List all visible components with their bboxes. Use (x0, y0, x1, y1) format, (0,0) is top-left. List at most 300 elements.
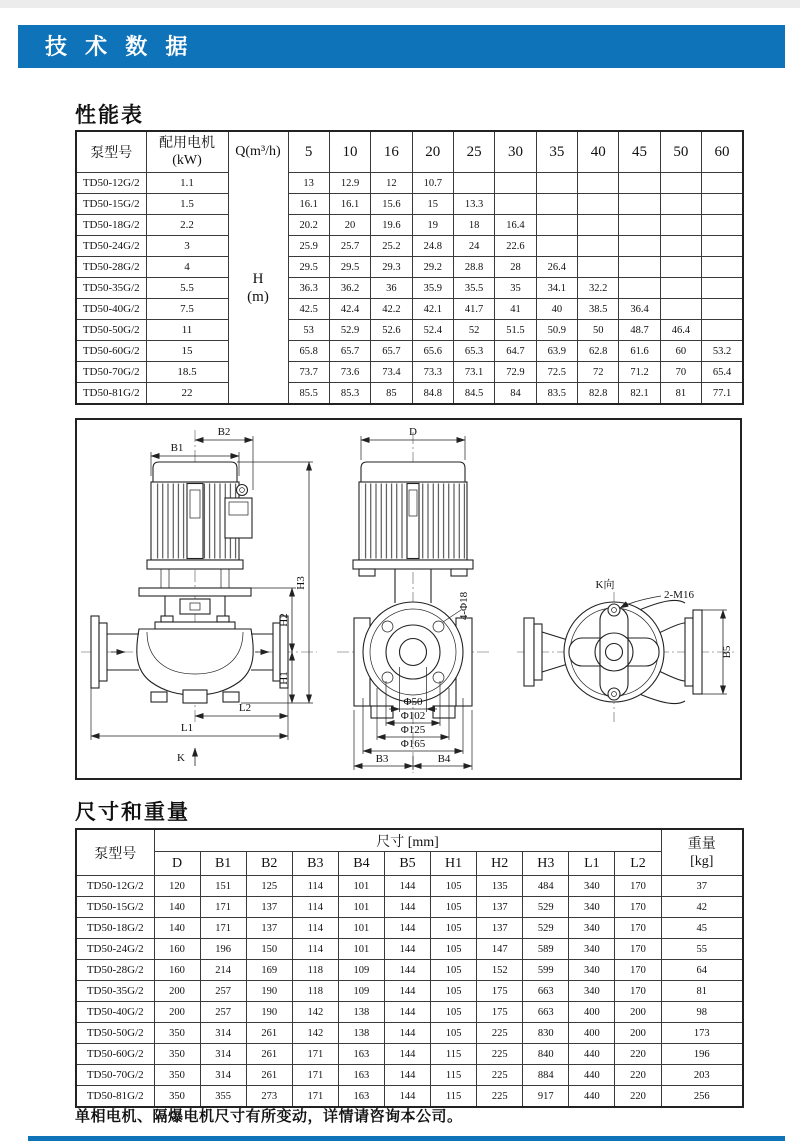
cell-head-value: 50 (578, 320, 619, 341)
dims-table-body (76, 876, 743, 1108)
cell-model: TD50-28G/2 (76, 960, 154, 981)
dim-header-cell: L2 (615, 852, 661, 876)
cell-head-value (660, 278, 701, 299)
cell-dim-value: 190 (246, 981, 292, 1002)
cell-dim-value: 115 (431, 1086, 477, 1108)
cell-dim-value: 225 (477, 1086, 523, 1108)
dim-label-phi50: Φ50 (403, 696, 423, 708)
cell-head-value: 35.5 (453, 278, 494, 299)
cell-head-value: 85.3 (329, 383, 370, 405)
cell-dim-value: 144 (384, 939, 430, 960)
table-row (76, 897, 743, 918)
cell-dim-value: 261 (246, 1065, 292, 1086)
table-row (76, 236, 743, 257)
cell-head-value: 41 (495, 299, 536, 320)
dim-label-l2: L2 (238, 702, 252, 714)
cell-dim-value: 144 (384, 1065, 430, 1086)
cell-head-value (578, 215, 619, 236)
cell-dim-value: 163 (338, 1065, 384, 1086)
cell-head-value: 83.5 (536, 383, 577, 405)
cell-head-value (619, 257, 660, 278)
cell-dim-value: 118 (292, 981, 338, 1002)
cell-dim-value: 125 (246, 876, 292, 897)
cell-power: 1.5 (146, 194, 228, 215)
cell-dim-value: 170 (615, 876, 661, 897)
cell-model: TD50-70G/2 (76, 362, 146, 383)
dim-header-cell: H1 (431, 852, 477, 876)
cell-dim-value: 163 (338, 1044, 384, 1065)
table-row (76, 173, 743, 194)
model-column-header: 泵型号 (76, 131, 146, 173)
cell-head-value: 41.7 (453, 299, 494, 320)
cell-model: TD50-24G/2 (76, 939, 154, 960)
cell-dim-value: 200 (154, 1002, 200, 1023)
cell-power: 5.5 (146, 278, 228, 299)
cell-dim-value: 144 (384, 918, 430, 939)
cell-weight: 64 (661, 960, 743, 981)
cell-head-value: 65.4 (702, 362, 743, 383)
cell-head-value: 36 (371, 278, 412, 299)
cell-dim-value: 144 (384, 960, 430, 981)
cell-dim-value: 350 (154, 1023, 200, 1044)
cell-head-value: 29.3 (371, 257, 412, 278)
cell-head-value: 35.9 (412, 278, 453, 299)
cell-head-value: 36.4 (619, 299, 660, 320)
cell-model: TD50-70G/2 (76, 1065, 154, 1086)
cell-dim-value: 529 (523, 918, 569, 939)
cell-dim-value: 114 (292, 939, 338, 960)
cell-dim-value: 160 (154, 939, 200, 960)
cell-dim-value: 147 (477, 939, 523, 960)
cell-model: TD50-40G/2 (76, 1002, 154, 1023)
cell-dim-value: 314 (200, 1065, 246, 1086)
flow-header-cell: 5 (288, 131, 329, 173)
cell-dim-value: 214 (200, 960, 246, 981)
cell-dim-value: 257 (200, 1002, 246, 1023)
table-row (76, 1002, 743, 1023)
cell-head-value: 65.6 (412, 341, 453, 362)
cell-dim-value: 314 (200, 1044, 246, 1065)
cell-dim-value: 171 (292, 1065, 338, 1086)
flow-rate-header: Q(m³/h) (228, 131, 288, 173)
dim-label-b4: B4 (437, 753, 451, 765)
cell-dim-value: 400 (569, 1002, 615, 1023)
cell-head-value: 73.7 (288, 362, 329, 383)
cell-model: TD50-12G/2 (76, 173, 146, 194)
cell-dim-value: 144 (384, 1002, 430, 1023)
cell-dim-value: 340 (569, 981, 615, 1002)
table-row (76, 194, 743, 215)
cell-head-value: 73.4 (371, 362, 412, 383)
cell-power: 3 (146, 236, 228, 257)
banner-title: 技 术 数 据 (45, 34, 194, 59)
dim-header-cell: L1 (569, 852, 615, 876)
cell-weight: 37 (661, 876, 743, 897)
cell-dim-value: 144 (384, 897, 430, 918)
weight-header-line2: [kg] (690, 853, 714, 869)
cell-head-value: 24 (453, 236, 494, 257)
cell-head-value (702, 299, 743, 320)
table-row (76, 918, 743, 939)
cell-power: 7.5 (146, 299, 228, 320)
cell-dim-value: 135 (477, 876, 523, 897)
cell-dim-value: 529 (523, 897, 569, 918)
weight-column-header (661, 829, 743, 876)
cell-head-value: 65.7 (329, 341, 370, 362)
cell-dim-value: 152 (477, 960, 523, 981)
dim-header-cell: B2 (246, 852, 292, 876)
cell-head-value: 42.4 (329, 299, 370, 320)
table-row (76, 341, 743, 362)
cell-dim-value: 340 (569, 876, 615, 897)
cell-head-value: 10.7 (412, 173, 453, 194)
cell-head-value: 26.4 (536, 257, 577, 278)
cell-head-value: 19.6 (371, 215, 412, 236)
cell-head-value: 52 (453, 320, 494, 341)
dim-header-cell: H3 (523, 852, 569, 876)
cell-head-value: 38.5 (578, 299, 619, 320)
cell-dim-value: 114 (292, 897, 338, 918)
cell-dim-value: 140 (154, 918, 200, 939)
cell-power: 4 (146, 257, 228, 278)
cell-head-value: 24.8 (412, 236, 453, 257)
cell-weight: 256 (661, 1086, 743, 1108)
power-header-line2: (kW) (172, 153, 202, 168)
cell-dim-value: 138 (338, 1023, 384, 1044)
cell-dim-value: 105 (431, 897, 477, 918)
footer-note: 单相电机、隔爆电机尺寸有所变动，详情请咨询本公司。 (75, 1108, 463, 1125)
cell-dim-value: 884 (523, 1065, 569, 1086)
dim-label-h1: H1 (278, 671, 290, 685)
cell-head-value: 29.2 (412, 257, 453, 278)
cell-dim-value: 105 (431, 1023, 477, 1044)
top-view-discharge-flange (693, 610, 702, 694)
cell-dim-value: 101 (338, 876, 384, 897)
cell-dim-value: 105 (431, 918, 477, 939)
flow-header-cell: 35 (536, 131, 577, 173)
cell-dim-value: 830 (523, 1023, 569, 1044)
dim-label-k: K (177, 752, 185, 764)
cell-model: TD50-81G/2 (76, 383, 146, 405)
flow-header-cell: 10 (329, 131, 370, 173)
cell-model: TD50-50G/2 (76, 1023, 154, 1044)
cell-head-value: 32.2 (578, 278, 619, 299)
cell-head-value: 42.2 (371, 299, 412, 320)
cell-head-value (702, 236, 743, 257)
table-row (76, 1065, 743, 1086)
dim-label-2m16: 2-M16 (664, 589, 694, 601)
cell-model: TD50-40G/2 (76, 299, 146, 320)
cell-head-value: 12 (371, 173, 412, 194)
cell-dim-value: 120 (154, 876, 200, 897)
cell-head-value: 85.5 (288, 383, 329, 405)
cell-head-value: 34.1 (536, 278, 577, 299)
pump-front-view (81, 426, 317, 766)
cell-dim-value: 350 (154, 1065, 200, 1086)
cell-head-value (536, 236, 577, 257)
flow-header-cell: 45 (619, 131, 660, 173)
cell-dim-value: 115 (431, 1065, 477, 1086)
cell-weight: 55 (661, 939, 743, 960)
cell-head-value: 40 (536, 299, 577, 320)
cell-head-value: 15.6 (371, 194, 412, 215)
cell-dim-value: 175 (477, 1002, 523, 1023)
cell-head-value (536, 194, 577, 215)
cell-dim-value: 314 (200, 1023, 246, 1044)
cell-head-value: 73.3 (412, 362, 453, 383)
cell-head-value (660, 299, 701, 320)
cell-head-value: 65.7 (371, 341, 412, 362)
cell-dim-value: 340 (569, 939, 615, 960)
dim-label-4-phi18: 4-Φ18 (458, 591, 470, 621)
dim-header-cell: B5 (384, 852, 430, 876)
dim-label-b1: B1 (170, 442, 184, 454)
cell-head-value (660, 215, 701, 236)
cell-head-value: 73.1 (453, 362, 494, 383)
flow-header-cell: 16 (371, 131, 412, 173)
cell-head-value: 77.1 (702, 383, 743, 405)
pump-top-view (517, 577, 737, 722)
cell-head-value: 36.3 (288, 278, 329, 299)
cell-head-value: 25.9 (288, 236, 329, 257)
cell-model: TD50-28G/2 (76, 257, 146, 278)
cell-dim-value: 340 (569, 918, 615, 939)
support-plate (139, 588, 251, 596)
dims-subheader-row-el (76, 852, 743, 876)
cell-head-value (536, 215, 577, 236)
table-row (76, 960, 743, 981)
cell-head-value: 84.5 (453, 383, 494, 405)
cell-head-value (619, 236, 660, 257)
cell-dim-value: 175 (477, 981, 523, 1002)
cell-dim-value: 151 (200, 876, 246, 897)
flow-header-cell: 60 (702, 131, 743, 173)
cell-dim-value: 171 (200, 918, 246, 939)
cell-head-value: 52.4 (412, 320, 453, 341)
cell-dim-value: 170 (615, 939, 661, 960)
cell-dim-value: 169 (246, 960, 292, 981)
table-row (76, 215, 743, 236)
cell-dim-value: 105 (431, 876, 477, 897)
cell-dim-value: 160 (154, 960, 200, 981)
cell-model: TD50-15G/2 (76, 194, 146, 215)
cell-dim-value: 144 (384, 1086, 430, 1108)
cell-weight: 45 (661, 918, 743, 939)
cell-head-value: 20 (329, 215, 370, 236)
cell-weight: 196 (661, 1044, 743, 1065)
cell-dim-value: 144 (384, 1023, 430, 1044)
cell-head-value: 12.9 (329, 173, 370, 194)
motor-cap (153, 462, 237, 482)
cell-head-value: 16.1 (288, 194, 329, 215)
power-header-line1: 配用电机 (159, 136, 215, 151)
cell-dim-value: 144 (384, 876, 430, 897)
cell-head-value: 28.8 (453, 257, 494, 278)
k-view-label: K向 (595, 579, 615, 591)
head-symbol: H (252, 270, 264, 287)
cell-head-value: 53.2 (702, 341, 743, 362)
cell-dim-value: 170 (615, 918, 661, 939)
cell-head-value (619, 215, 660, 236)
table-row (76, 939, 743, 960)
cell-dim-value: 200 (615, 1023, 661, 1044)
cell-head-value: 20.2 (288, 215, 329, 236)
cell-dim-value: 261 (246, 1023, 292, 1044)
cell-head-value (619, 194, 660, 215)
table-row (76, 362, 743, 383)
cell-head-value: 60 (660, 341, 701, 362)
cell-head-value (660, 236, 701, 257)
cell-dim-value: 273 (246, 1086, 292, 1108)
cell-head-value: 63.9 (536, 341, 577, 362)
cell-dim-value: 599 (523, 960, 569, 981)
cell-dim-value: 171 (292, 1086, 338, 1108)
dim-label-b2: B2 (217, 426, 231, 438)
cell-dim-value: 137 (246, 897, 292, 918)
cell-dim-value: 917 (523, 1086, 569, 1108)
cell-dim-value: 118 (292, 960, 338, 981)
cell-model: TD50-18G/2 (76, 215, 146, 236)
cell-head-value: 46.4 (660, 320, 701, 341)
cell-dim-value: 105 (431, 1002, 477, 1023)
size-group-header: 尺寸 [mm] (154, 829, 661, 852)
cell-dim-value: 261 (246, 1044, 292, 1065)
cell-head-value: 28 (495, 257, 536, 278)
cell-head-value (536, 173, 577, 194)
cell-dim-value: 340 (569, 960, 615, 981)
table-row (76, 981, 743, 1002)
cell-dim-value: 150 (246, 939, 292, 960)
cell-head-value (453, 173, 494, 194)
cell-head-value (619, 278, 660, 299)
cell-dim-value: 140 (154, 897, 200, 918)
cell-dim-value: 115 (431, 1044, 477, 1065)
cell-dim-value: 142 (292, 1023, 338, 1044)
cell-dim-value: 137 (477, 897, 523, 918)
cell-dim-value: 137 (477, 918, 523, 939)
cell-head-value: 84.8 (412, 383, 453, 405)
cell-dim-value: 170 (615, 960, 661, 981)
cell-dim-value: 440 (569, 1065, 615, 1086)
cell-dim-value: 840 (523, 1044, 569, 1065)
cell-head-value: 51.5 (495, 320, 536, 341)
cell-dim-value: 225 (477, 1023, 523, 1044)
cell-dim-value: 171 (292, 1044, 338, 1065)
cell-head-value (578, 194, 619, 215)
cell-model: TD50-15G/2 (76, 897, 154, 918)
bottom-accent-bar (28, 1136, 785, 1141)
cell-head-value: 52.9 (329, 320, 370, 341)
table-row (76, 383, 743, 405)
dim-label-b5: B5 (721, 645, 733, 659)
head-unit: (m) (247, 288, 269, 305)
cell-dim-value: 220 (615, 1044, 661, 1065)
cell-dim-value: 484 (523, 876, 569, 897)
performance-table-title: 性能表 (75, 104, 144, 127)
cell-dim-value: 105 (431, 981, 477, 1002)
cell-model: TD50-50G/2 (76, 320, 146, 341)
cell-head-value: 65.8 (288, 341, 329, 362)
cell-head-value (495, 194, 536, 215)
cell-head-value: 73.6 (329, 362, 370, 383)
cell-dim-value: 200 (154, 981, 200, 1002)
perf-table-body (76, 173, 743, 405)
cell-dim-value: 109 (338, 960, 384, 981)
cell-dim-value: 114 (292, 918, 338, 939)
cell-head-value: 61.6 (619, 341, 660, 362)
cell-head-value: 71.2 (619, 362, 660, 383)
cell-dim-value: 144 (384, 1044, 430, 1065)
cell-power: 22 (146, 383, 228, 405)
dim-label-h3: H3 (295, 576, 307, 590)
cell-dim-value: 440 (569, 1086, 615, 1108)
flow-header-cell: 50 (660, 131, 701, 173)
cell-weight: 98 (661, 1002, 743, 1023)
cell-head-value: 25.7 (329, 236, 370, 257)
flow-header-cell: 20 (412, 131, 453, 173)
cell-head-value (578, 257, 619, 278)
head-unit-cell (228, 173, 288, 405)
cell-head-value: 15 (412, 194, 453, 215)
cell-head-value: 13.3 (453, 194, 494, 215)
table-row (76, 1023, 743, 1044)
cell-head-value: 16.4 (495, 215, 536, 236)
dim-header-cell: H2 (477, 852, 523, 876)
table-row (76, 1044, 743, 1065)
cell-head-value: 18 (453, 215, 494, 236)
pump-side-view (337, 426, 489, 773)
cell-head-value: 53 (288, 320, 329, 341)
cell-head-value (578, 173, 619, 194)
dim-header-cell: D (154, 852, 200, 876)
dimensions-table-title: 尺寸和重量 (75, 801, 190, 824)
cell-dim-value: 340 (569, 897, 615, 918)
flow-header-cell: 25 (453, 131, 494, 173)
cell-weight: 81 (661, 981, 743, 1002)
volute-casing (137, 629, 253, 695)
cell-power: 18.5 (146, 362, 228, 383)
cell-head-value (660, 257, 701, 278)
cell-head-value: 29.5 (288, 257, 329, 278)
cell-head-value: 25.2 (371, 236, 412, 257)
cell-head-value (660, 173, 701, 194)
cell-head-value: 82.8 (578, 383, 619, 405)
cell-head-value: 50.9 (536, 320, 577, 341)
cell-dim-value: 220 (615, 1086, 661, 1108)
cell-power: 15 (146, 341, 228, 362)
cell-head-value: 52.6 (371, 320, 412, 341)
cell-head-value: 62.8 (578, 341, 619, 362)
cell-head-value: 22.6 (495, 236, 536, 257)
table-row (76, 299, 743, 320)
table-row (76, 876, 743, 897)
dim-header-cell: B3 (292, 852, 338, 876)
cell-head-value: 65.3 (453, 341, 494, 362)
cell-weight: 203 (661, 1065, 743, 1086)
cell-power: 2.2 (146, 215, 228, 236)
dim-label-phi165: Φ165 (400, 738, 426, 750)
cell-model: TD50-81G/2 (76, 1086, 154, 1108)
cell-dim-value: 196 (200, 939, 246, 960)
cell-head-value: 48.7 (619, 320, 660, 341)
lifting-eye (237, 485, 248, 496)
cell-head-value: 35 (495, 278, 536, 299)
cell-dim-value: 142 (292, 1002, 338, 1023)
cell-model: TD50-60G/2 (76, 341, 146, 362)
suction-flange (91, 616, 99, 688)
dim-label-d: D (409, 426, 417, 438)
cell-head-value (702, 257, 743, 278)
